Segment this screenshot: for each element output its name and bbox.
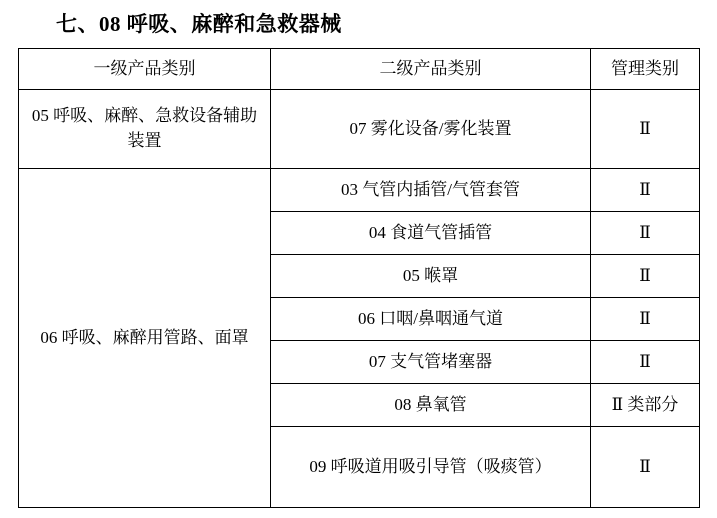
management-class-cell: Ⅱ (591, 255, 700, 298)
column-header-secondary-category: 二级产品类别 (271, 49, 591, 90)
primary-category-cell: 05 呼吸、麻醉、急救设备辅助装置 (19, 90, 271, 169)
table-row (19, 169, 700, 212)
secondary-category-cell: 05 喉罩 (271, 255, 591, 298)
product-classification-table (18, 48, 700, 508)
secondary-category-cell: 06 口咽/鼻咽通气道 (271, 298, 591, 341)
column-header-primary-category: 一级产品类别 (19, 49, 271, 90)
management-class-cell: Ⅱ (591, 298, 700, 341)
table-header-row (19, 49, 700, 90)
secondary-category-cell: 07 雾化设备/雾化装置 (271, 90, 591, 169)
page-title: 七、08 呼吸、麻醉和急救器械 (56, 12, 342, 36)
secondary-category-cell: 04 食道气管插管 (271, 212, 591, 255)
management-class-cell: Ⅱ (591, 169, 700, 212)
secondary-category-cell: 08 鼻氧管 (271, 384, 591, 427)
secondary-category-cell: 07 支气管堵塞器 (271, 341, 591, 384)
management-class-cell: Ⅱ 类部分 (591, 384, 700, 427)
table-row (19, 90, 700, 169)
secondary-category-cell: 03 气管内插管/气管套管 (271, 169, 591, 212)
column-header-management-class: 管理类别 (591, 49, 700, 90)
management-class-cell: Ⅱ (591, 341, 700, 384)
primary-category-cell: 06 呼吸、麻醉用管路、面罩 (19, 169, 271, 508)
management-class-cell: Ⅱ (591, 427, 700, 508)
management-class-cell: Ⅱ (591, 90, 700, 169)
secondary-category-cell: 09 呼吸道用吸引导管（吸痰管） (271, 427, 591, 508)
management-class-cell: Ⅱ (591, 212, 700, 255)
